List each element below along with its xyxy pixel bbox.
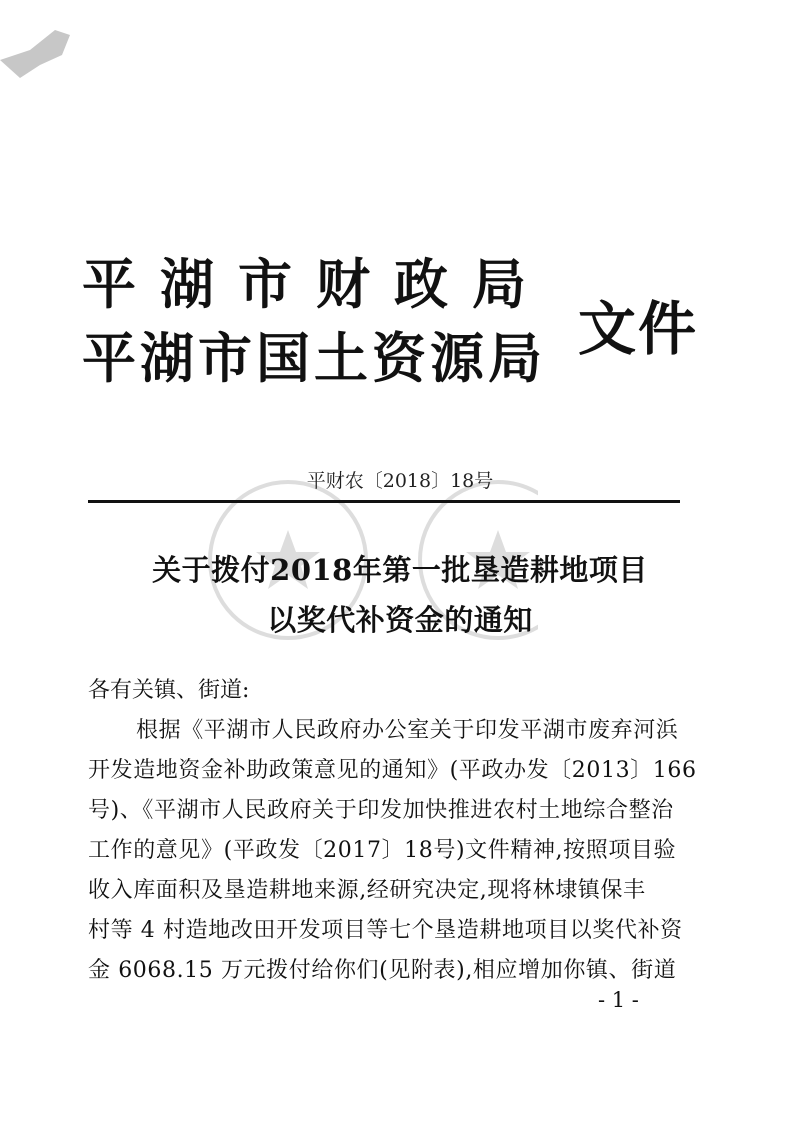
issuer-name-land-resources-bureau: 平湖市国土资源局	[82, 326, 546, 390]
document-title-line-2: 以奖代补资金的通知	[267, 603, 533, 637]
body-line-3: 号)、《平湖市人民政府关于印发加快推进农村土地综合整治	[88, 798, 674, 823]
body-line-5: 收入库面积及垦造耕地来源,经研究决定,现将林埭镇保丰	[88, 878, 646, 903]
body-line-1: 根据《平湖市人民政府办公室关于印发平湖市废弃河浜	[136, 718, 679, 743]
header-divider	[88, 500, 680, 503]
document-number: 平财农〔2018〕18号	[306, 470, 494, 492]
document-title-line-1: 关于拨付2018年第一批垦造耕地项目	[152, 553, 648, 587]
body-line-2: 开发造地资金补助政策意见的通知》(平政办发〔2013〕166	[88, 758, 697, 783]
issuer-name-finance-bureau: 平湖市财政局	[82, 252, 550, 316]
body-line-6: 村等 4 村造地改田开发项目等七个垦造耕地项目以奖代补资	[88, 918, 683, 943]
issuer-suffix: 文件	[578, 295, 699, 363]
page-number: - 1 -	[598, 988, 639, 1012]
body-line-7: 金 6068.15 万元拨付给你们(见附表),相应增加你镇、街道	[88, 958, 677, 983]
paper-fold-mark	[0, 20, 110, 90]
salutation: 各有关镇、街道:	[88, 678, 250, 703]
body-line-4: 工作的意见》(平政发〔2017〕18号)文件精神,按照项目验	[88, 838, 677, 863]
